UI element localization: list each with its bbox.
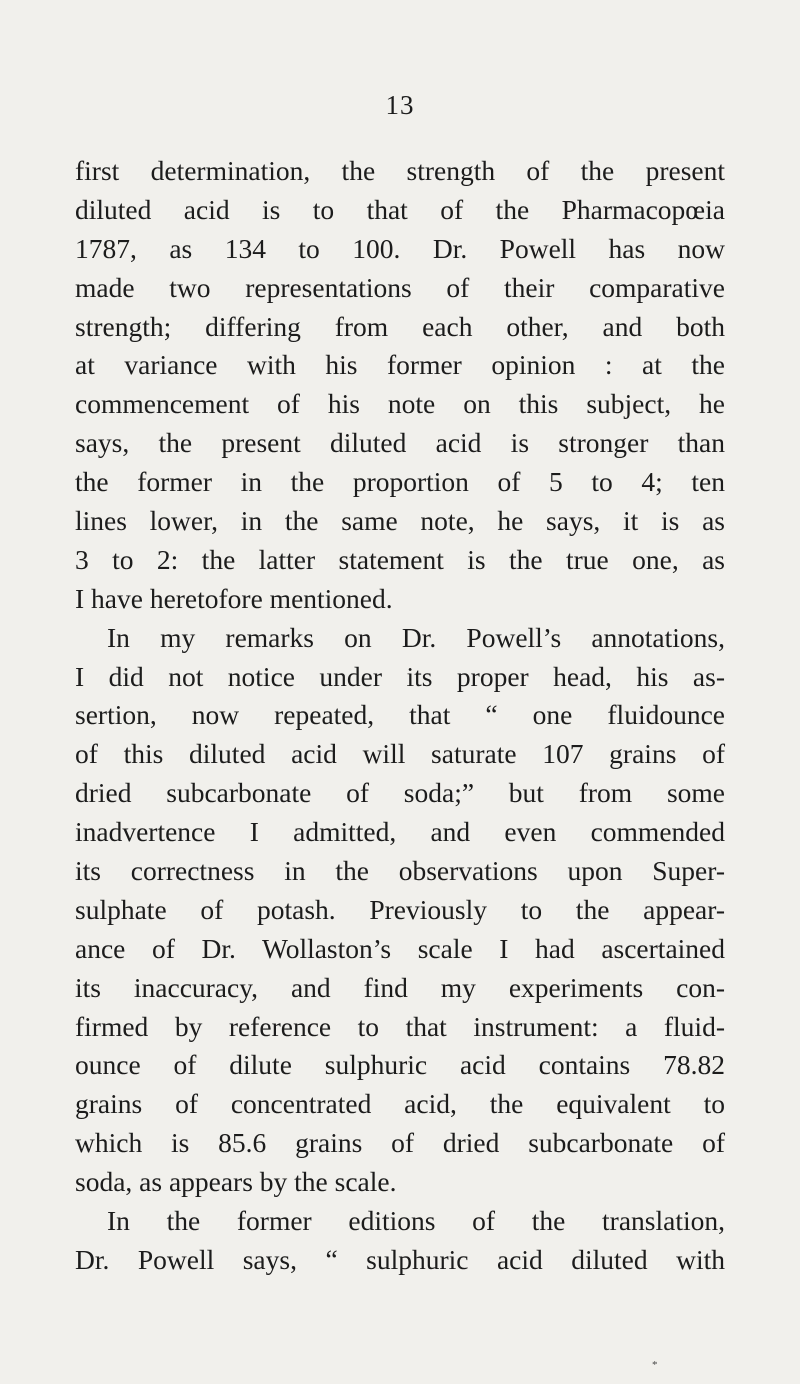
text-line: I have heretofore mentioned. xyxy=(75,582,393,614)
text-line: grains of concentrated acid, the equivalent to xyxy=(75,1088,725,1120)
text-line: inadvertence I admitted, and even commended xyxy=(75,816,725,848)
text-line: its inaccuracy, and find my experiments con- xyxy=(75,971,725,1003)
text-line: lines lower, in the same note, he says, it is as xyxy=(75,505,725,537)
text-line: its correctness in the observations upon Super- xyxy=(75,855,725,887)
text-line: I did not notice under its proper head, his as- xyxy=(75,660,725,692)
text-line: of this diluted acid will saturate 107 grains of xyxy=(75,738,725,770)
text-line: the former in the proportion of 5 to 4; ten xyxy=(75,466,725,498)
text-line: 3 to 2: the latter statement is the true one, as xyxy=(75,543,725,575)
text-line: firmed by reference to that instrument: a fluid- xyxy=(75,1010,725,1042)
text-line: In my remarks on Dr. Powell’s annotations, xyxy=(107,621,725,653)
text-line: made two representations of their comparative xyxy=(75,271,725,303)
text-line: sulphate of potash. Previously to the appear- xyxy=(75,893,725,925)
text-line: commencement of his note on this subject, he xyxy=(75,388,725,420)
text-line: In the former editions of the translation, xyxy=(107,1205,725,1237)
page-number: 13 xyxy=(385,90,415,120)
text-line: ance of Dr. Wollaston’s scale I had ascertained xyxy=(75,932,725,964)
text-line: sertion, now repeated, that “ one fluidounce xyxy=(75,699,725,731)
text-line: first determination, the strength of the present xyxy=(75,155,725,186)
text-line: strength; differing from each other, and both xyxy=(75,310,725,342)
text-line: which is 85.6 grains of dried subcarbonate of xyxy=(75,1127,725,1159)
body-text xyxy=(75,152,725,1280)
text-line: 1787, as 134 to 100. Dr. Powell has now xyxy=(75,232,725,264)
text-line: Dr. Powell says, “ sulphuric acid diluted with xyxy=(75,1243,725,1275)
text-line: says, the present diluted acid is stronger than xyxy=(75,427,725,459)
text-line: soda, as appears by the scale. xyxy=(75,1166,397,1198)
text-line: diluted acid is to that of the Pharmacopœia xyxy=(75,193,725,225)
printer-mark: * xyxy=(652,1359,658,1371)
text-line: ounce of dilute sulphuric acid contains 78.82 xyxy=(75,1049,725,1081)
text-line: at variance with his former opinion : at the xyxy=(75,349,725,381)
text-line: dried subcarbonate of soda;” but from some xyxy=(75,777,725,809)
